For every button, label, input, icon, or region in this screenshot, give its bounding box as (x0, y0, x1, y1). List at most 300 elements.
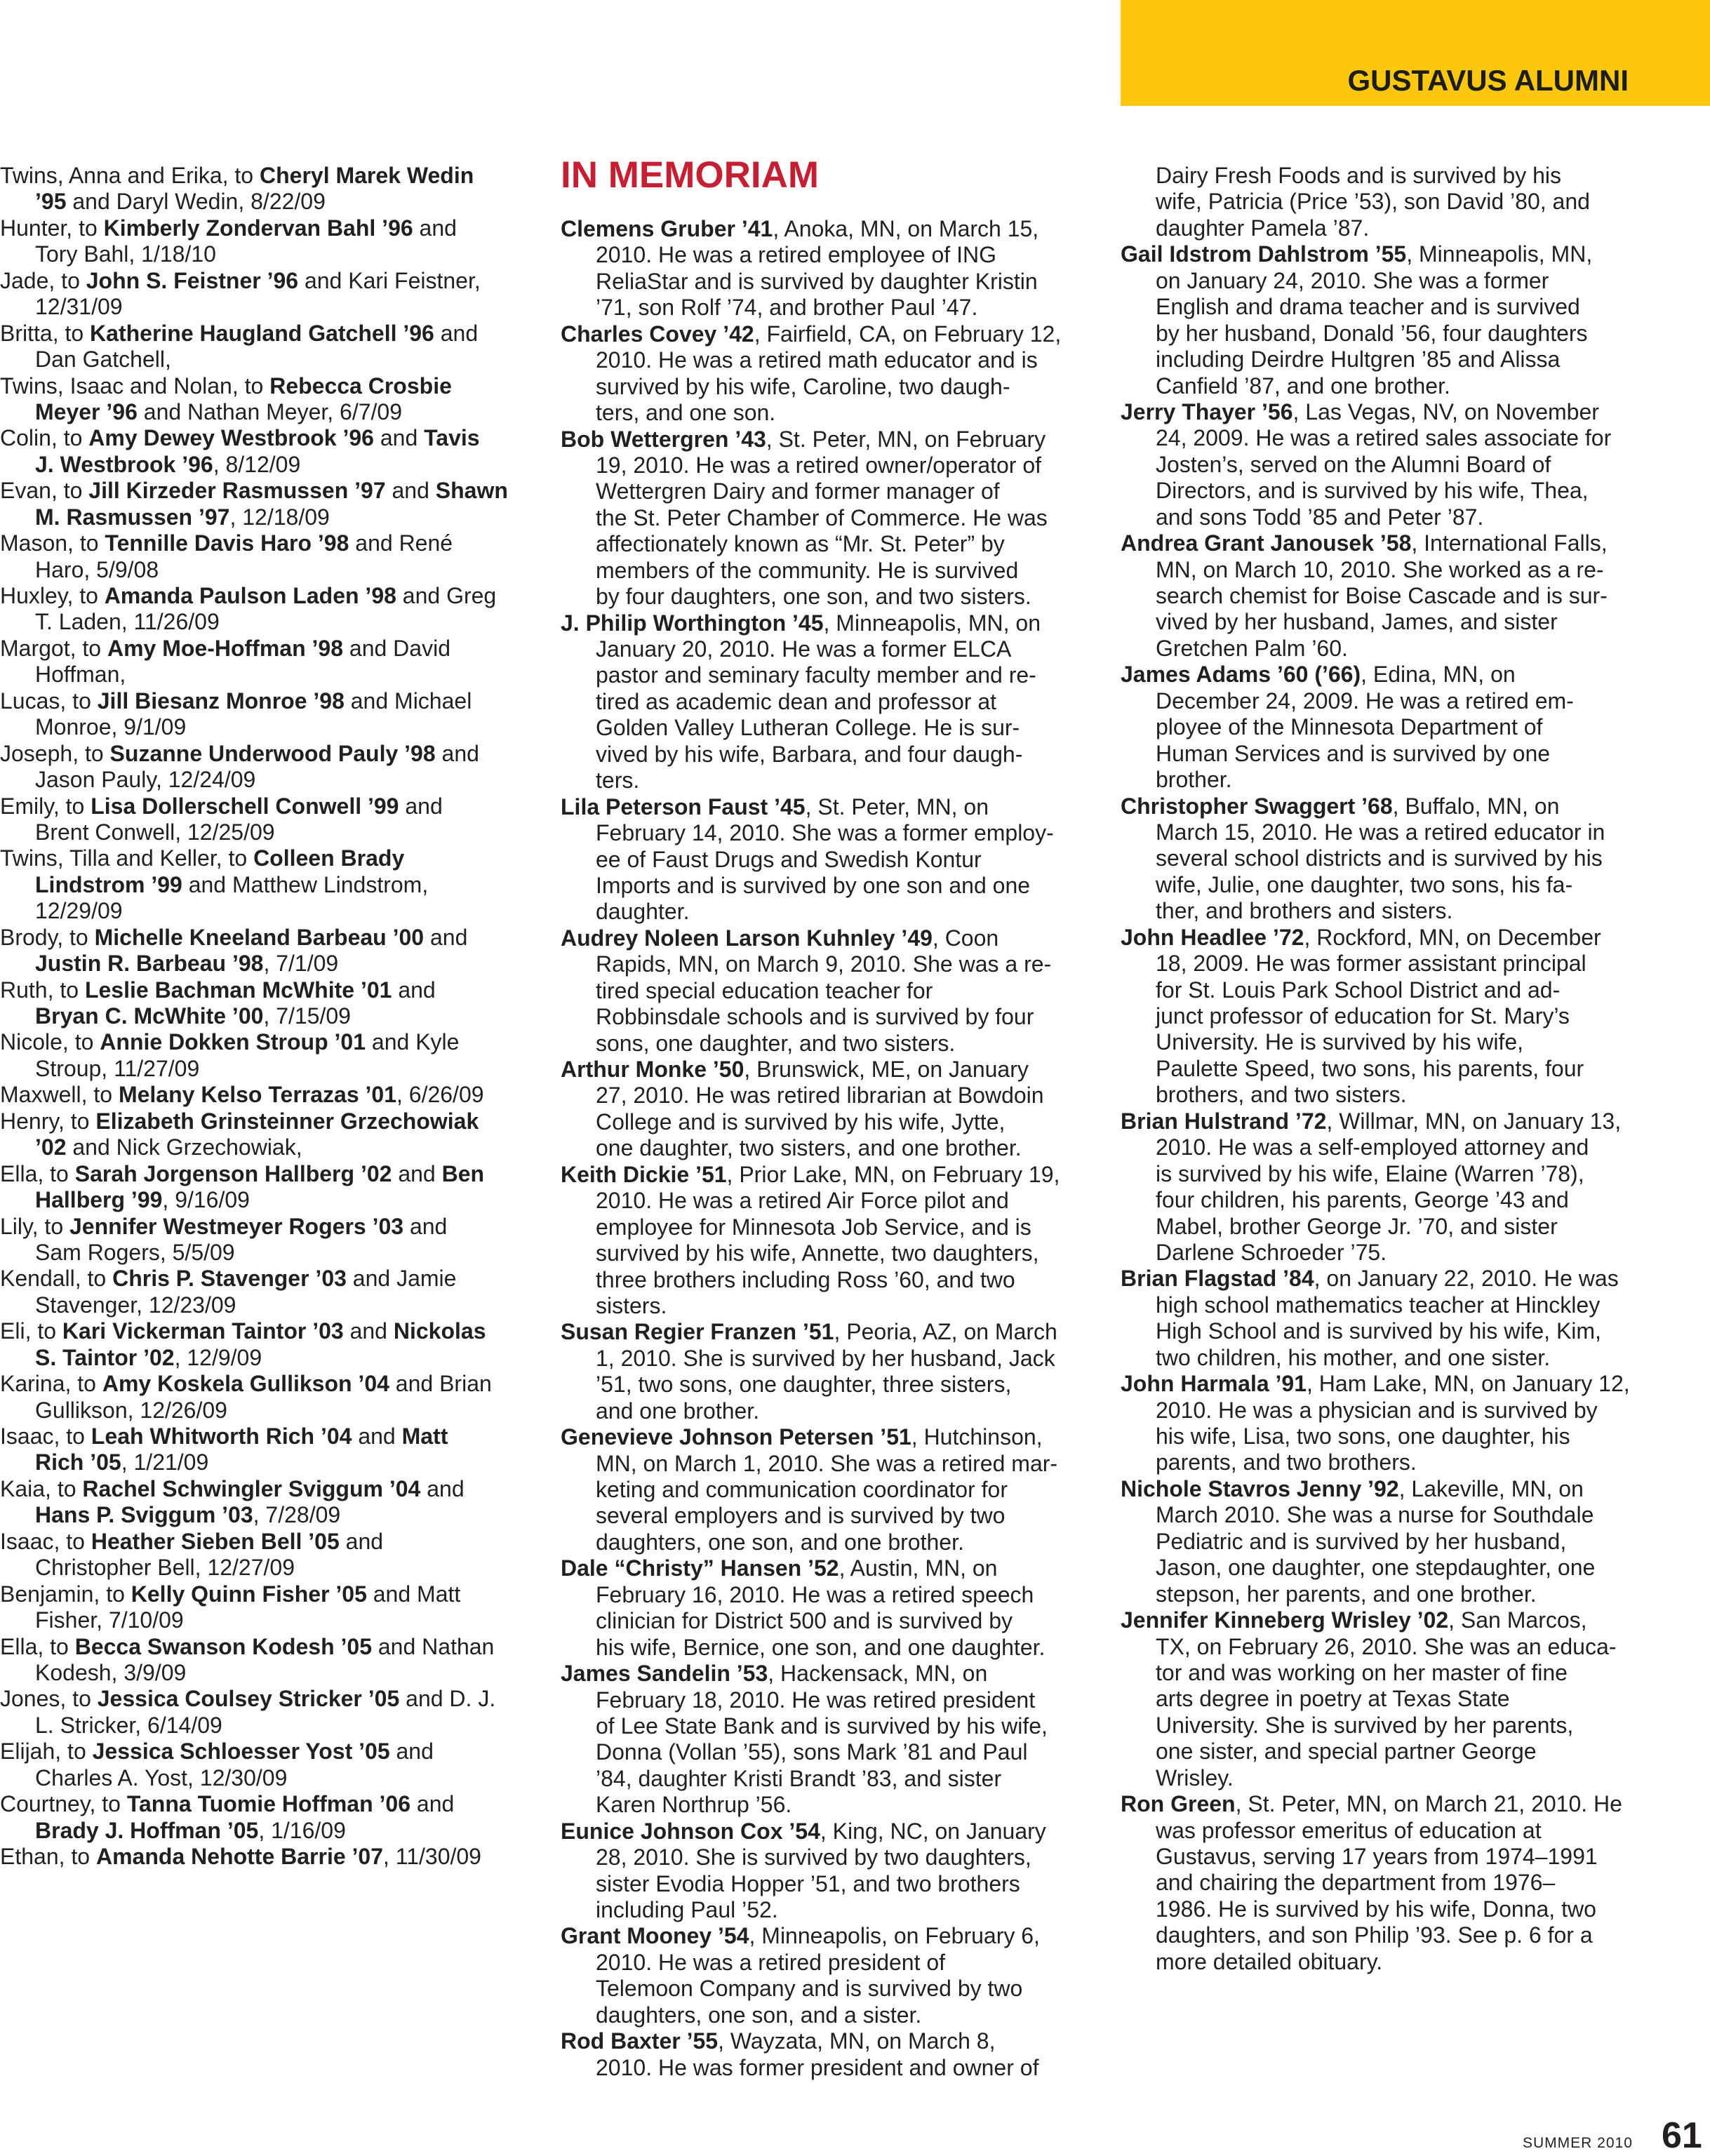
text-line (561, 1004, 1094, 1030)
obituary-entry (561, 427, 1094, 610)
text-line (0, 399, 533, 425)
entry-text: sisters. (596, 1292, 667, 1318)
entry-text: Eli, to (0, 1318, 62, 1344)
entry-text: , 1/16/09 (258, 1817, 346, 1843)
birth-entry (0, 1529, 533, 1581)
text-line (1121, 530, 1682, 556)
entry-text: Donna (Vollan ’55), sons Mark ’81 and Paul (596, 1739, 1028, 1765)
entry-text: MN, on March 10, 2010. She worked as a re- (1156, 556, 1604, 582)
alumni-name: John S. Feistner ’96 (86, 267, 299, 293)
alumni-name: Katherine Haugland Gatchell ’96 (90, 320, 434, 346)
entry-text: Haro, 5/9/08 (35, 556, 159, 582)
entry-text: Ethan, to (0, 1844, 96, 1869)
text-line (561, 1424, 1094, 1450)
entry-text: , Minneapolis, MN, (1406, 241, 1593, 267)
text-line (561, 768, 1094, 794)
text-line (561, 1372, 1094, 1398)
text-line (1121, 1029, 1682, 1055)
entry-text: on January 24, 2010. She was a former (1156, 267, 1549, 293)
entry-text: Wrisley. (1156, 1765, 1234, 1790)
entry-text: February 14, 2010. She was a former employ- (596, 820, 1054, 846)
text-line (0, 321, 533, 347)
alumni-name: John Harmala ’91 (1121, 1371, 1307, 1397)
memoriam-column-1 (561, 216, 1094, 2081)
entry-text: wife, Patricia (Price ’53), son David ’80, and (1156, 189, 1590, 215)
text-line (1121, 1686, 1682, 1712)
birth-entry (0, 1581, 533, 1634)
alumni-name: Kari Vickerman Taintor ’03 (62, 1318, 344, 1344)
text-line (0, 452, 533, 478)
text-line (0, 636, 533, 662)
entry-text: , Buffalo, MN, on (1392, 793, 1560, 819)
entry-text: brother. (1156, 767, 1232, 793)
entry-text: daughter Pamela ’87. (1156, 215, 1370, 241)
text-line (1121, 1555, 1682, 1581)
entry-text: sister Evodia Hopper ’51, and two brothers (596, 1870, 1020, 1896)
text-line (1121, 268, 1682, 294)
birth-entry (0, 977, 533, 1030)
alumni-name: Leslie Bachman McWhite ’01 (84, 977, 392, 1003)
entry-text: English and drama teacher and is survived (1156, 294, 1580, 320)
entry-text: Isaac, to (0, 1424, 91, 1449)
entry-text: MN, on March 1, 2010. She was a retired mar- (596, 1450, 1058, 1476)
entry-text: is survived by his wife, Elaine (Warren ’78), (1156, 1160, 1584, 1186)
text-line (0, 1029, 533, 1055)
entry-text: and Kyle (366, 1029, 460, 1055)
alumni-name: J. Westbrook ’96 (35, 451, 213, 477)
text-line (561, 1214, 1094, 1240)
entry-text: daughters, one son, and one brother. (596, 1529, 964, 1555)
alumni-name: Kimberly Zondervan Bahl ’96 (103, 215, 413, 241)
text-line (561, 1267, 1094, 1293)
text-line (1121, 1949, 1682, 1975)
obituary-entry (1121, 399, 1682, 530)
entry-text: Brody, to (0, 924, 95, 950)
text-line (1121, 662, 1682, 688)
text-line (561, 1503, 1094, 1529)
text-line (0, 1161, 533, 1187)
text-line (0, 1266, 533, 1292)
text-line (561, 1582, 1094, 1608)
text-line (0, 609, 533, 635)
text-line (0, 1318, 533, 1344)
entry-text: Benjamin, to (0, 1581, 131, 1607)
entry-text: two children, his mother, and one sister. (1156, 1344, 1551, 1370)
birth-entry (0, 1791, 533, 1844)
page-number: 61 (1662, 2115, 1702, 2156)
text-line (1121, 1003, 1682, 1029)
entry-text: , Wayzata, MN, on March 8, (718, 2028, 996, 2054)
obituary-entry (561, 321, 1094, 427)
entry-text: ’51, two sons, one daughter, three sisters, (596, 1372, 1012, 1398)
entry-text: and (392, 1160, 442, 1186)
text-line (561, 1319, 1094, 1345)
text-line (0, 215, 533, 241)
entry-text: and (385, 478, 436, 504)
alumni-name: Genevieve Johnson Petersen ’51 (561, 1424, 911, 1450)
birth-entry (0, 1109, 533, 1161)
entry-text: Josten’s, served on the Alumni Board of (1156, 451, 1551, 477)
text-line (561, 1529, 1094, 1555)
text-line (561, 1635, 1094, 1661)
births-column (0, 163, 533, 1870)
obituary-entry (1121, 1266, 1682, 1371)
entry-text: clinician for District 500 and is survived by (596, 1608, 1013, 1634)
entry-text: , 9/16/09 (162, 1187, 250, 1213)
entry-text: several employers and is survived by two (596, 1503, 1006, 1529)
entry-text: , Prior Lake, MN, on February 19, (726, 1161, 1060, 1187)
entry-text: affectionately known as “Mr. St. Peter” by (596, 531, 1005, 557)
birth-entry (0, 425, 533, 478)
alumni-name: Melany Kelso Terrazas ’01 (118, 1082, 396, 1108)
entry-text: , on January 22, 2010. He was (1314, 1266, 1619, 1292)
entry-text: Twins, Tilla and Keller, to (0, 845, 254, 871)
text-line (561, 2028, 1094, 2054)
entry-text: Jason Pauly, 12/24/09 (35, 767, 256, 793)
text-line (1121, 1214, 1682, 1240)
entry-text: arts degree in poetry at Texas State (1156, 1686, 1510, 1712)
entry-text: and Michael (344, 688, 472, 714)
text-line (1121, 1791, 1682, 1817)
text-line (561, 1976, 1094, 2002)
entry-text: 24, 2009. He was a retired sales associate for (1156, 425, 1612, 451)
text-line (1121, 1187, 1682, 1213)
text-line (0, 1082, 533, 1108)
alumni-name: Justin R. Barbeau ’98 (35, 951, 264, 977)
alumni-name: Amy Moe-Hoffman ’98 (107, 635, 343, 661)
alumni-name: Amy Dewey Westbrook ’96 (88, 425, 374, 451)
entry-text: Hunter, to (0, 215, 104, 241)
text-line (561, 1162, 1094, 1188)
text-line (1121, 557, 1682, 583)
birth-entry (0, 925, 533, 977)
text-line (1121, 794, 1682, 819)
alumni-name: Tanna Tuomie Hoffman ’06 (126, 1791, 411, 1817)
text-line (561, 742, 1094, 768)
entry-text: University. She is survived by her parents, (1156, 1712, 1574, 1738)
text-line (1121, 1345, 1682, 1371)
birth-entry (0, 478, 533, 530)
entry-text: , 8/12/09 (213, 451, 301, 477)
entry-text: daughters, and son Philip ’93. See p. 6 for a (1156, 1922, 1593, 1948)
entry-text: 2010. He was a retired employee of ING (596, 242, 996, 268)
entry-text: by her husband, Donald ’56, four daughters (1156, 320, 1588, 346)
entry-text: Maxwell, to (0, 1082, 119, 1108)
obituary-entry (561, 1555, 1094, 1661)
text-line (1121, 1739, 1682, 1765)
birth-entry (0, 1318, 533, 1371)
entry-text: and (413, 215, 457, 241)
entry-text: Imports and is survived by one son and one (596, 872, 1031, 898)
text-line (561, 1555, 1094, 1581)
entry-text: Robbinsdale schools and is survived by four (596, 1004, 1034, 1030)
entry-text: tired as academic dean and professor at (596, 688, 996, 714)
entry-text: 2010. He was a physician and is survived by (1156, 1397, 1598, 1423)
text-line (0, 557, 533, 583)
birth-entry (0, 1634, 533, 1687)
entry-text: and (403, 1213, 448, 1239)
birth-entry (0, 1476, 533, 1529)
entry-text: 2010. He was a retired math educator and is (596, 347, 1038, 373)
entry-text: , 11/30/09 (383, 1844, 481, 1869)
text-line (0, 819, 533, 845)
entry-text: Kendall, to (0, 1266, 113, 1292)
entry-text: Colin, to (0, 425, 89, 451)
entry-text: wife, Julie, one daughter, two sons, his fa- (1156, 871, 1573, 897)
alumni-name: Tennille Davis Haro ’98 (105, 530, 349, 556)
text-line (1121, 714, 1682, 740)
entry-text: Darlene Schroeder ’75. (1156, 1239, 1387, 1265)
text-line (0, 189, 533, 215)
obituary-entry (1121, 1371, 1682, 1476)
obituary-entry (561, 610, 1094, 794)
entry-text: ters, and one son. (596, 400, 776, 426)
birth-entry (0, 215, 533, 268)
alumni-name: Annie Dokken Stroup ’01 (100, 1029, 366, 1055)
text-line (561, 374, 1094, 400)
text-line (1121, 1476, 1682, 1502)
text-line (561, 1844, 1094, 1870)
entry-text: Stroup, 11/27/09 (35, 1055, 200, 1081)
entry-text: , Edina, MN, on (1361, 662, 1516, 688)
alumni-name: John Headlee ’72 (1121, 924, 1304, 950)
entry-text: ployee of the Minnesota Department of (1156, 714, 1543, 740)
text-line (1121, 925, 1682, 951)
alumni-name: Jennifer Westmeyer Rogers ’03 (69, 1213, 404, 1239)
text-line (561, 1398, 1094, 1424)
obituary-entry (1121, 241, 1682, 399)
text-line (1121, 1529, 1682, 1555)
alumni-name: Gail Idstrom Dahlstrom ’55 (1121, 241, 1407, 267)
text-line (0, 1345, 533, 1371)
text-line (561, 662, 1094, 688)
entry-text: and Kari Feistner, (298, 267, 481, 293)
text-line (0, 741, 533, 767)
text-line (1121, 1634, 1682, 1660)
entry-text: 1, 2010. She is survived by her husband, Jack (596, 1345, 1055, 1371)
entry-text: , 7/15/09 (263, 1003, 351, 1029)
entry-text: ’71, son Rolf ’74, and brother Paul ’47. (596, 295, 978, 321)
entry-text: , Anoka, MN, on March 15, (773, 216, 1039, 241)
birth-entry (0, 268, 533, 321)
entry-text: his wife, Lisa, two sons, one daughter, his (1156, 1424, 1570, 1449)
alumni-name: Jill Biesanz Monroe ’98 (97, 688, 345, 714)
text-line (0, 504, 533, 530)
entry-text: and chairing the department from 1976– (1156, 1870, 1556, 1896)
text-line (1121, 347, 1682, 373)
text-line (0, 1502, 533, 1528)
entry-text: Dan Gatchell, (35, 347, 171, 373)
entry-text: ther, and brothers and sisters. (1156, 898, 1453, 924)
alumni-name: Rich ’05 (35, 1449, 121, 1475)
text-line (561, 1346, 1094, 1372)
text-line (561, 899, 1094, 925)
text-line (561, 1608, 1094, 1634)
alumni-name: Christopher Swaggert ’68 (1121, 793, 1393, 819)
text-line (1121, 951, 1682, 977)
alumni-name: J. Philip Worthington ’45 (561, 610, 824, 636)
entry-text: Isaac, to (0, 1528, 91, 1554)
text-line (1121, 478, 1682, 504)
alumni-name: Jill Kirzeder Rasmussen ’97 (88, 478, 386, 504)
text-line (0, 794, 533, 819)
entry-text: , 1/21/09 (121, 1449, 209, 1475)
entry-text: and Matt (366, 1581, 461, 1607)
entry-text: Stavenger, 12/23/09 (35, 1292, 236, 1318)
entry-text: Lily, to (0, 1213, 69, 1239)
alumni-name: Michelle Kneeland Barbeau ’00 (94, 924, 425, 950)
text-line (561, 1451, 1094, 1477)
entry-text: , 7/1/09 (263, 951, 339, 977)
entry-text: Dairy Fresh Foods and is survived by his (1156, 163, 1561, 188)
alumni-name: Nickolas (393, 1318, 486, 1344)
text-line (1121, 1922, 1682, 1948)
entry-text: pastor and seminary faculty member and re- (596, 662, 1036, 688)
entry-text: and (410, 1791, 455, 1817)
entry-text: and (352, 1424, 402, 1449)
birth-entry (0, 373, 533, 426)
text-line (1121, 898, 1682, 924)
entry-text: three brothers including Ross ’60, and two (596, 1266, 1015, 1292)
text-line (0, 241, 533, 267)
alumni-name: Brian Flagstad ’84 (1121, 1266, 1314, 1292)
alumni-name: ’02 (35, 1134, 67, 1160)
entry-text: Rapids, MN, on March 9, 2010. She was a re- (596, 951, 1052, 977)
entry-text: Lucas, to (0, 688, 98, 714)
text-line (0, 845, 533, 871)
obituary-entry (1121, 530, 1682, 662)
entry-text: and Jamie (346, 1266, 457, 1292)
entry-text: tor and was working on her master of fine (1156, 1659, 1568, 1685)
alumni-name: Eunice Johnson Cox ’54 (561, 1818, 820, 1844)
entry-text: employee for Minnesota Job Service, and is (596, 1214, 1031, 1240)
entry-text: , Minneapolis, MN, on (823, 610, 1041, 636)
entry-text: , Austin, MN, on (839, 1555, 998, 1581)
text-line (1121, 1424, 1682, 1449)
entry-text: and Nathan Meyer, 6/7/09 (137, 399, 403, 424)
text-line (561, 584, 1094, 610)
alumni-name: Matt (401, 1424, 448, 1449)
alumni-name: Lindstrom ’99 (35, 871, 182, 897)
text-line (0, 1214, 533, 1240)
entry-text: vived by her husband, James, and sister (1156, 609, 1558, 635)
entry-text: Canfield ’87, and one brother. (1156, 373, 1450, 399)
entry-text: junct professor of education for St. Mary’s (1156, 1003, 1570, 1029)
alumni-name: Lisa Dollerschell Conwell ’99 (91, 793, 399, 819)
alumni-name: Ron Green (1121, 1791, 1236, 1817)
alumni-name: Tavis (424, 425, 480, 451)
entry-text: , Fairfield, CA, on February 12, (754, 321, 1062, 347)
entry-text: L. Stricker, 6/14/09 (35, 1712, 222, 1738)
alumni-name: Colleen Brady (253, 845, 405, 871)
alumni-name: Leah Whitworth Rich ’04 (91, 1424, 352, 1449)
alumni-name: Brian Hulstrand ’72 (1121, 1108, 1327, 1134)
obituary-entry (561, 794, 1094, 925)
text-line (561, 1792, 1094, 1818)
obituary-entry (1121, 1109, 1682, 1266)
text-line (0, 1581, 533, 1607)
text-line (0, 347, 533, 373)
entry-text: members of the community. He is survived (596, 557, 1019, 583)
entry-text: Gustavus, serving 17 years from 1974–1991 (1156, 1844, 1598, 1869)
entry-text: and Daryl Wedin, 8/22/09 (66, 189, 326, 215)
text-line (561, 636, 1094, 662)
entry-text: Courtney, to (0, 1791, 127, 1817)
birth-entry (0, 1029, 533, 1082)
birth-entry (0, 636, 533, 688)
entry-text: TX, on February 26, 2010. She was an educa- (1156, 1633, 1617, 1659)
entry-text: sons, one daughter, and two sisters. (596, 1030, 956, 1056)
obituary-entry (561, 1424, 1094, 1555)
text-line (561, 1687, 1094, 1713)
birth-entry (0, 688, 533, 741)
text-line (561, 820, 1094, 846)
text-line (1121, 425, 1682, 451)
entry-text: , Las Vegas, NV, on November (1292, 399, 1599, 424)
alumni-name: Becca Swanson Kodesh ’05 (74, 1633, 372, 1659)
obituary-entry (561, 1661, 1094, 1819)
entry-text: and Brian (389, 1371, 492, 1397)
entry-text: 28, 2010. She is survived by two daughters, (596, 1844, 1031, 1870)
alumni-name: Chris P. Stavenger ’03 (112, 1266, 347, 1292)
text-line (561, 1819, 1094, 1844)
text-line (0, 268, 533, 294)
entry-text: , 7/28/09 (253, 1502, 341, 1528)
text-line (1121, 1870, 1682, 1896)
text-line (1121, 1082, 1682, 1108)
alumni-name: S. Taintor ’02 (35, 1344, 175, 1370)
text-line (561, 794, 1094, 820)
text-line (0, 925, 533, 951)
text-line (1121, 845, 1682, 871)
obituary-entry (561, 1319, 1094, 1424)
entry-text: Elijah, to (0, 1739, 93, 1765)
birth-entry (0, 1686, 533, 1739)
entry-text: and (399, 793, 443, 819)
entry-text: several school districts and is survived by his (1156, 845, 1603, 871)
text-line (0, 425, 533, 451)
text-line (0, 1713, 533, 1739)
text-line (0, 662, 533, 688)
text-line (0, 1739, 533, 1765)
entry-text: Kodesh, 3/9/09 (35, 1659, 187, 1685)
birth-entry (0, 1424, 533, 1476)
text-line (1121, 241, 1682, 267)
text-line (0, 872, 533, 898)
entry-text: , Rockford, MN, on December (1304, 924, 1601, 950)
text-line (0, 951, 533, 977)
text-line (0, 1529, 533, 1555)
text-line (0, 1187, 533, 1213)
entry-text: Nicole, to (0, 1029, 100, 1055)
entry-text: search chemist for Boise Cascade and is sur- (1156, 583, 1608, 608)
entry-text: Joseph, to (0, 740, 110, 766)
text-line (1121, 1266, 1682, 1292)
text-line (561, 1739, 1094, 1765)
text-line (0, 977, 533, 1003)
alumni-name: Rebecca Crosbie (269, 373, 452, 399)
entry-text: , 12/9/09 (174, 1344, 262, 1370)
text-line (561, 269, 1094, 295)
entry-text: by four daughters, one son, and two sisters. (596, 584, 1031, 610)
text-line (0, 898, 533, 924)
entry-text: and one brother. (596, 1398, 760, 1424)
text-line (1121, 977, 1682, 1003)
entry-text: March 2010. She was a nurse for Southdale (1156, 1502, 1594, 1528)
entry-text: Golden Valley Lutheran College. He is sur- (596, 715, 1020, 741)
text-line (561, 400, 1094, 426)
text-line (561, 453, 1094, 478)
